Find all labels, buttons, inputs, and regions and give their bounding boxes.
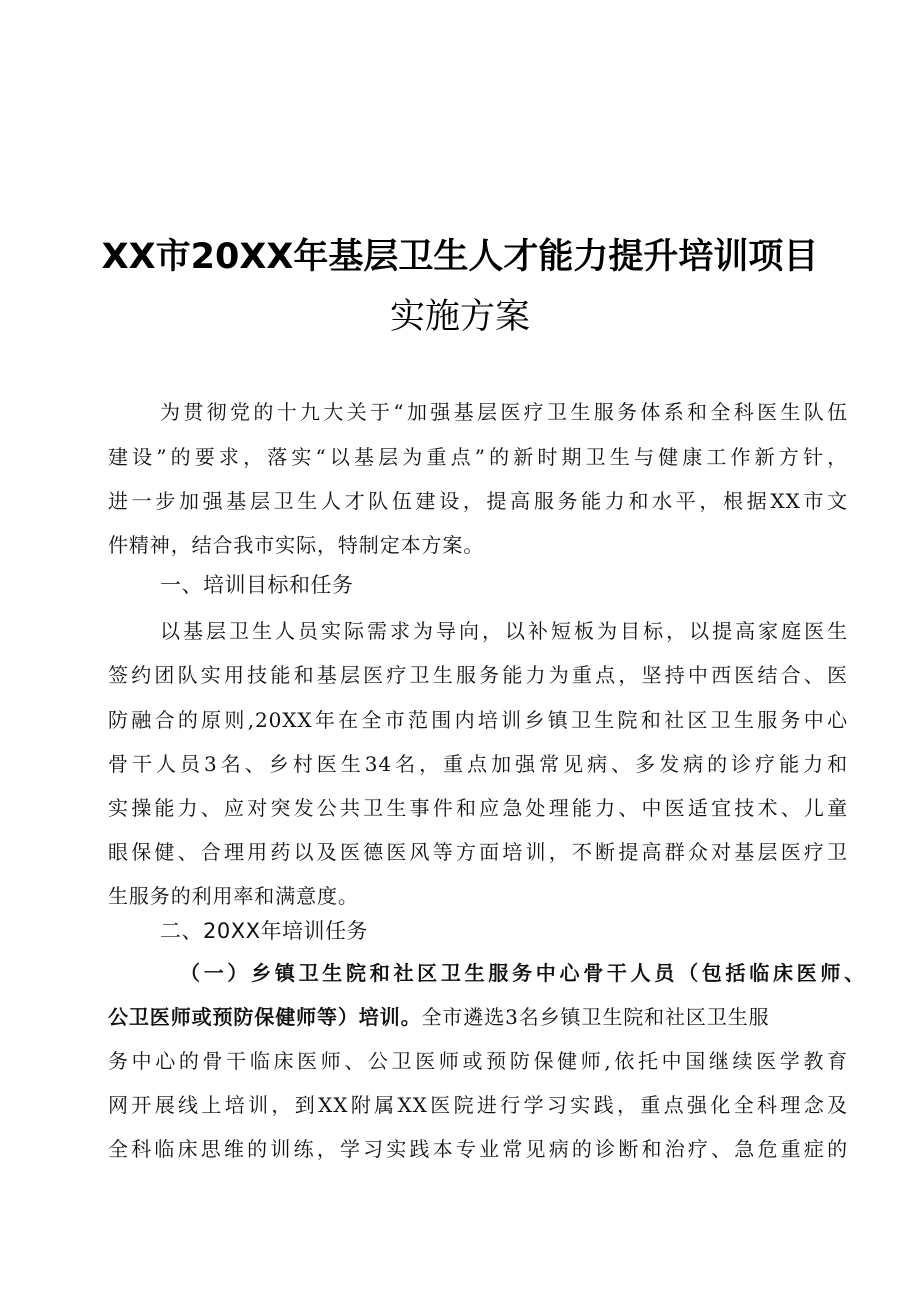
- intro-line: 建设”的要求，落实“以基层为重点”的新时期卫生与健康工作新方针，: [108, 445, 848, 469]
- subsection-line-2: [108, 997, 848, 1037]
- subsection-line-2-text: 全市遴选3名乡镇卫生院和社区卫生服: [421, 1005, 770, 1029]
- section1-line: 以基层卫生人员实际需求为导向，以补短板为目标，以提高家庭医生: [160, 619, 848, 643]
- section1-line: 生服务的利用率和满意度。: [108, 884, 359, 908]
- section1-line: 骨干人员3名、乡村医生34名，重点加强常见病、多发病的诊疗能力和: [108, 752, 848, 776]
- subsection-line: 务中心的骨干临床医师、公卫医师或预防保健师,依托中国继续医学教育: [108, 1049, 848, 1073]
- subsection-heading-line-2: 公卫医师或预防保健师等）培训。: [108, 1005, 422, 1029]
- section1-line: 签约团队实用技能和基层医疗卫生服务能力为重点，坚持中西医结合、医: [108, 663, 848, 687]
- section-heading-2: 二、20XX年培训任务: [160, 919, 368, 943]
- section-heading-1: 一、培训目标和任务: [160, 573, 354, 597]
- document-title-line-1: XX市20XX年基层卫生人才能力提升培训项目: [101, 237, 819, 277]
- section1-line: 防融合的原则,20XX年在全市范围内培训乡镇卫生院和社区卫生服务中心: [108, 708, 848, 732]
- document-title-line-2: 实施方案: [389, 297, 530, 337]
- subsection-line: 全科临床思维的训练，学习实践本专业常见病的诊断和治疗、急危重症的: [108, 1137, 848, 1161]
- subsection-heading-line-1: （一）乡镇卫生院和社区卫生服务中心骨干人员（包括临床医师、: [180, 961, 865, 985]
- intro-line: 件精神，结合我市实际，特制定本方案。: [108, 533, 485, 557]
- section1-line: 实操能力、应对突发公共卫生事件和应急处理能力、中医适宜技术、儿童: [108, 796, 848, 820]
- intro-line: 进一步加强基层卫生人才队伍建设，提高服务能力和水平，根据XX市文: [108, 489, 848, 513]
- intro-line: 为贯彻党的十九大关于“加强基层医疗卫生服务体系和全科医生队伍: [160, 400, 848, 424]
- section1-line: 眼保健、合理用药以及医德医风等方面培训，不断提高群众对基层医疗卫: [108, 840, 848, 864]
- subsection-line: 网开展线上培训，到XX附属XX医院进行学习实践，重点强化全科理念及: [108, 1093, 848, 1117]
